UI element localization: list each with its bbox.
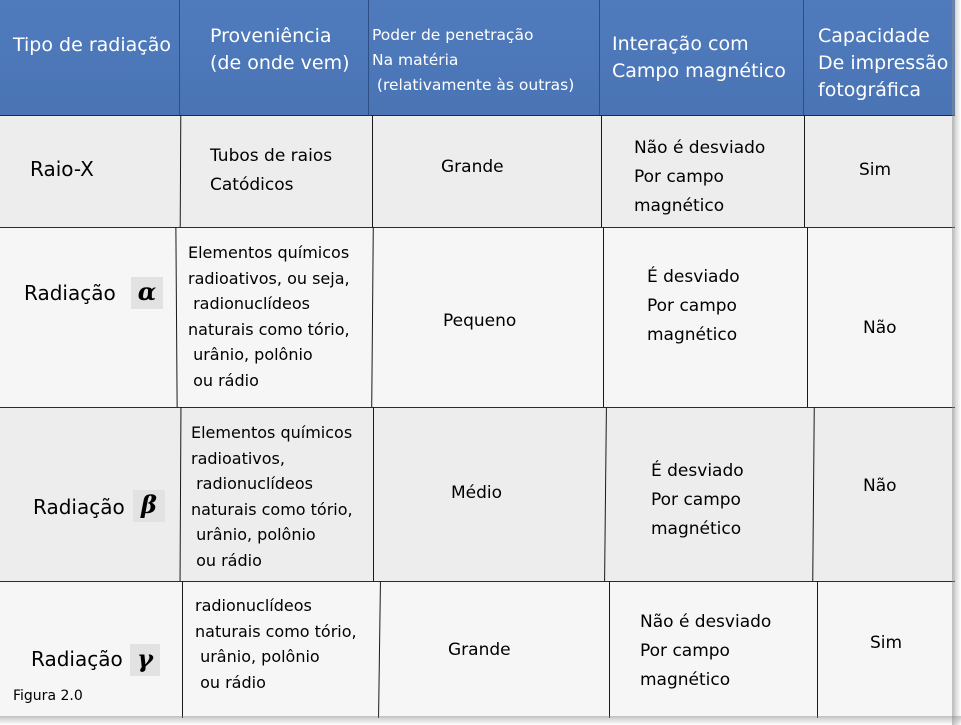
cell-interacao-raio-x: Não é desviado Por campo magnético	[634, 138, 766, 216]
column-divider	[372, 115, 373, 227]
column-divider	[182, 581, 183, 718]
column-divider	[609, 581, 610, 718]
header-divider	[179, 0, 180, 115]
gamma-symbol: γ	[130, 644, 160, 676]
alpha-symbol: α	[131, 277, 163, 309]
beta-symbol: β	[133, 490, 165, 522]
cell-penetracao-beta: Médio	[451, 483, 503, 503]
header-divider	[803, 0, 804, 115]
cell-penetracao-alpha: Pequeno	[443, 311, 517, 331]
header-interacao-campo: Interação com Campo magnético	[612, 33, 786, 82]
column-divider	[817, 581, 818, 718]
header-capacidade-impressao: Capacidade De impressão fotográfica	[818, 25, 949, 101]
header-proveniencia: Proveniência (de onde vem)	[210, 25, 350, 74]
header-divider	[599, 0, 600, 115]
row-divider	[0, 115, 955, 116]
header-tipo-radiacao: Tipo de radiação	[13, 34, 171, 56]
cell-tipo-raio-x: Raio-X	[30, 157, 94, 181]
cell-impressao-raio-x: Sim	[859, 160, 892, 180]
cell-interacao-beta: É desviado Por campo magnético	[651, 461, 744, 539]
header-divider	[368, 0, 369, 115]
cell-proveniencia-alpha: Elementos químicos radioativos, ou seja, radionuclídeos naturais como tório, urânio, polônio ou rádio	[188, 243, 350, 390]
row-divider	[0, 407, 955, 408]
row-divider	[0, 581, 955, 582]
slide-shadow-bottom	[0, 716, 961, 725]
column-divider	[373, 407, 374, 581]
figure-caption: Figura 2.0	[13, 688, 83, 704]
cell-tipo-gamma: Radiação	[31, 647, 123, 671]
column-divider	[804, 115, 805, 227]
row-divider	[0, 227, 955, 228]
cell-tipo-alpha: Radiação	[24, 281, 116, 305]
cell-penetracao-gamma: Grande	[448, 640, 511, 660]
slide-shadow-right	[952, 0, 961, 725]
cell-interacao-gamma: Não é desviado Por campo magnético	[640, 612, 772, 690]
column-divider	[807, 227, 808, 407]
column-divider	[603, 227, 604, 407]
cell-tipo-beta: Radiação	[33, 495, 125, 519]
header-poder-penetracao: Poder de penetração Na matéria (relativamente às outras)	[372, 26, 575, 94]
cell-penetracao-raio-x: Grande	[441, 157, 504, 177]
cell-proveniencia-raio-x: Tubos de raios Catódicos	[210, 146, 333, 195]
cell-impressao-beta: Não	[863, 476, 897, 496]
cell-impressao-gamma: Sim	[870, 633, 903, 653]
cell-proveniencia-beta: Elementos químicos radioativos, radionuclídeos naturais como tório, urânio, polônio ou rádio	[191, 423, 353, 570]
column-divider	[601, 115, 602, 227]
cell-interacao-alpha: É desviado Por campo magnético	[647, 267, 740, 345]
cell-impressao-alpha: Não	[863, 318, 897, 338]
cell-proveniencia-gamma: radionuclídeos naturais como tório, urânio, polônio ou rádio	[195, 596, 357, 692]
